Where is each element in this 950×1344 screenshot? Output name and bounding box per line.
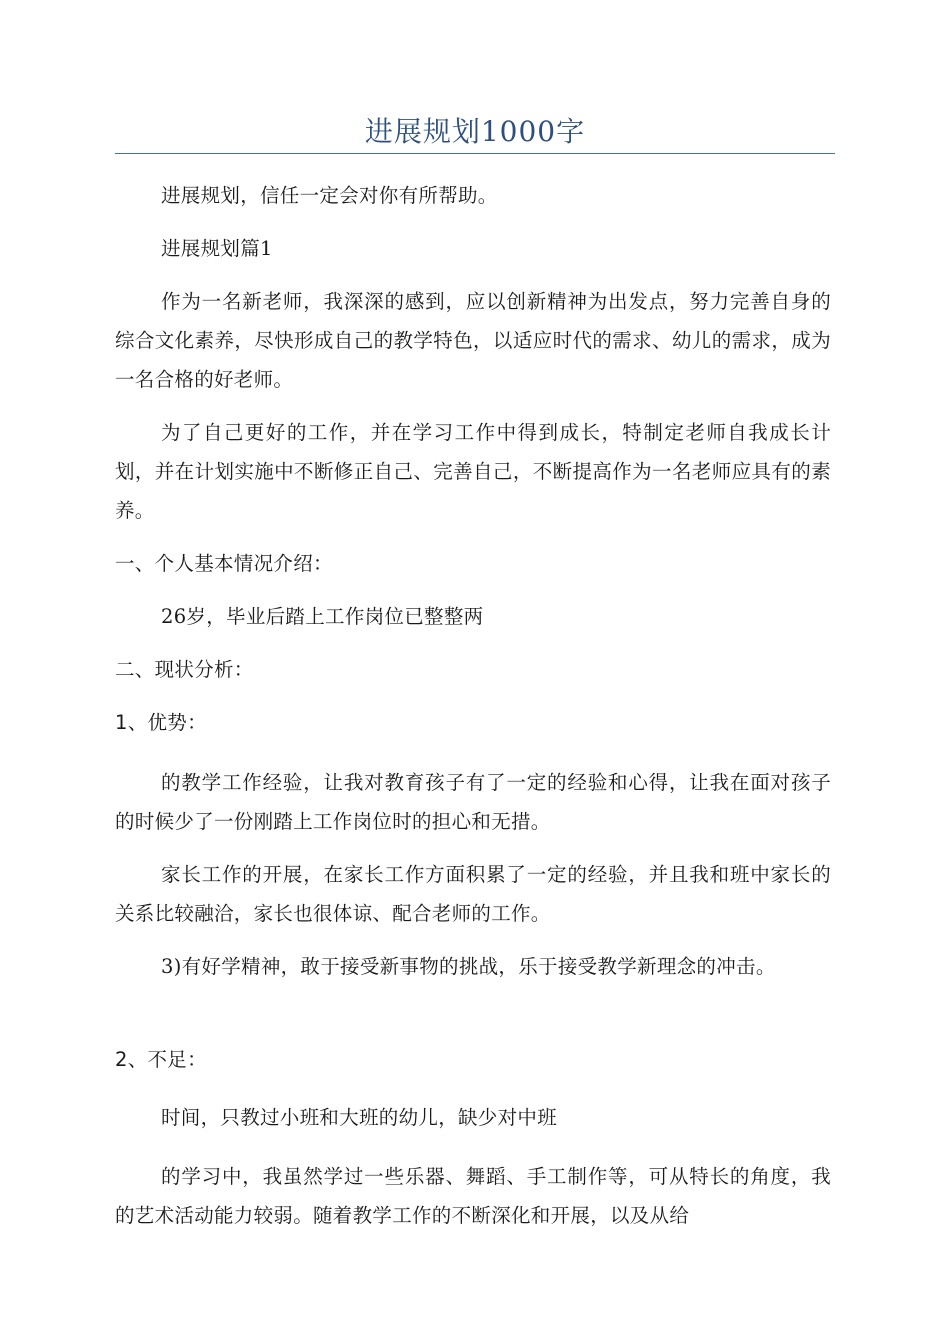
intro-paragraph: 进展规划，信任一定会对你有所帮助。: [161, 184, 498, 207]
body-paragraph-weakness-2: 的学习中，我虽然学过一些乐器、舞蹈、手工制作等，可从特长的角度，我的艺术活动能力较弱。随着教学工作的不断深化和开展，以及从给: [115, 1165, 831, 1227]
body-paragraph-strength-2: 家长工作的开展，在家长工作方面积累了一定的经验，并且我和班中家长的关系比较融洽，家长也很体谅、配合老师的工作。: [115, 863, 831, 925]
body-paragraph-strength-3: 3)有好学精神，敢于接受新事物的挑战，乐于接受教学新理念的冲击。: [161, 955, 776, 978]
heading-personal-info: 一、个人基本情况介绍：: [115, 552, 333, 575]
heading-status-analysis: 二、现状分析：: [115, 658, 254, 681]
body-paragraph-strength-1: 的教学工作经验，让我对教育孩子有了一定的经验和心得，让我在面对孩子的时候少了一份刚踏上工作岗位时的担心和无措。: [115, 771, 831, 833]
body-paragraph-2: 为了自己更好的工作，并在学习工作中得到成长，特制定老师自我成长计划，并在计划实施中不断修正自己、完善自己，不断提高作为一名老师应具有的素养。: [115, 421, 831, 522]
section-heading-part1: 进展规划篇1: [161, 237, 273, 260]
body-paragraph-weakness-1: 时间，只教过小班和大班的幼儿，缺少对中班: [161, 1106, 558, 1129]
heading-strengths: 1、优势：: [115, 711, 207, 734]
document-title: 进展规划1000字: [364, 115, 586, 148]
body-paragraph-age: 26岁，毕业后踏上工作岗位已整整两: [161, 605, 484, 628]
heading-weaknesses: 2、不足：: [115, 1048, 207, 1071]
body-paragraph-1: 作为一名新老师，我深深的感到，应以创新精神为出发点，努力完善自身的综合文化素养，尽快形成自己的教学特色，以适应时代的需求、幼儿的需求，成为一名合格的好老师。: [115, 290, 831, 391]
title-underline: [115, 153, 835, 154]
